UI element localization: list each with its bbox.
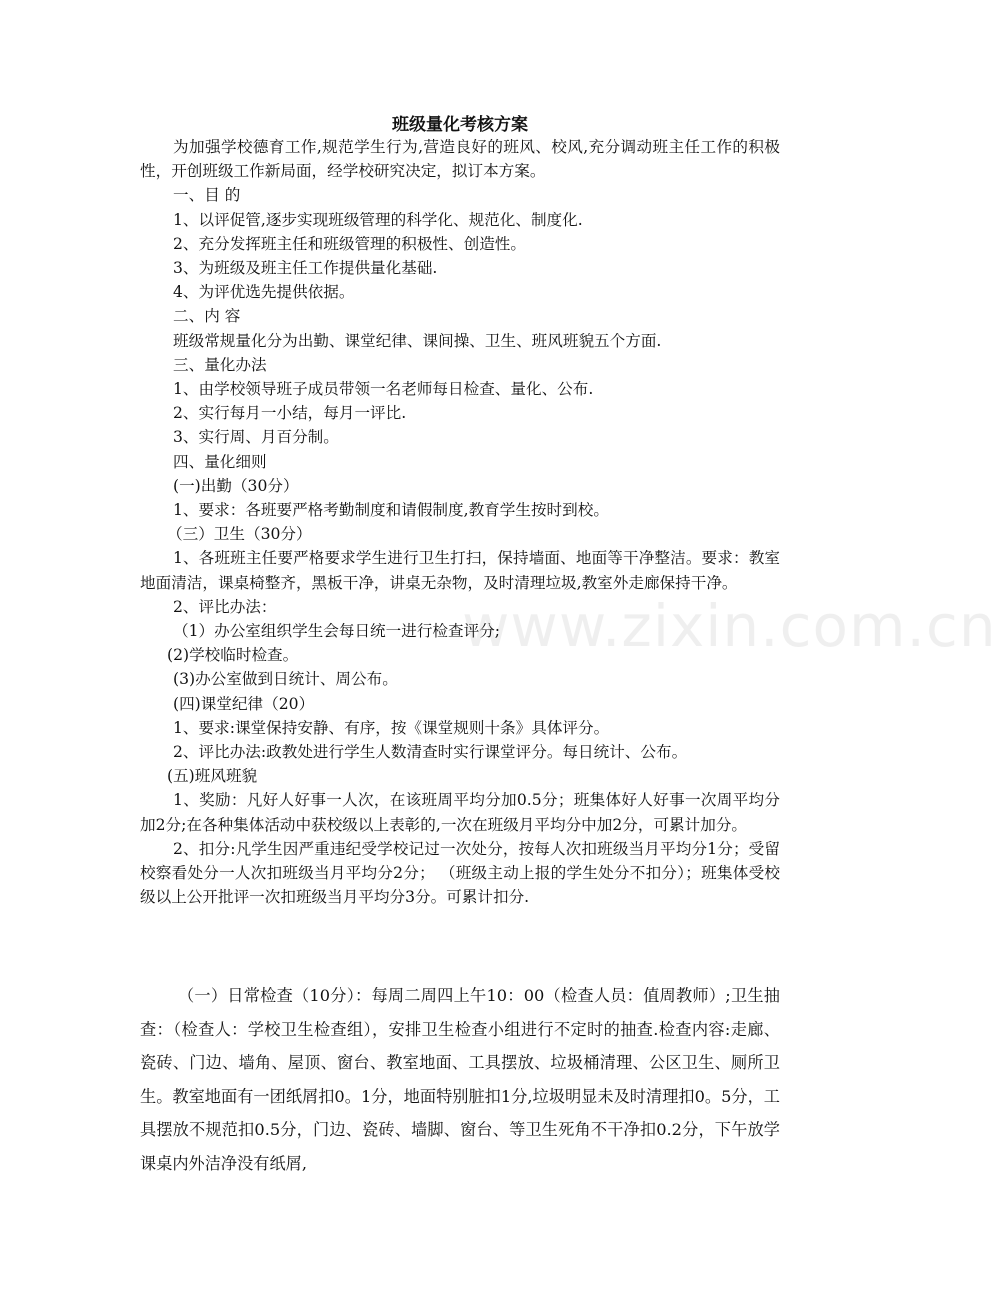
discipline-requirement: 1、要求:课堂保持安静、有序，按《课堂规则十条》具体评分。 [173,718,610,737]
heading-class-style: (五)班风班貌 [167,767,258,786]
class-style-deduction: 2、扣分:凡学生因严重违纪受学校记过一次处分，按每人次扣班级当月平均分1分；受留校察看处分一人次扣班级当月平均分2分； （班级主动上报的学生处分不扣分）；班集体受校级以上公开批评一次扣班级当月平均分3分。可累计扣分. [140,839,780,907]
daily-inspection-paragraph: （一）日常检查（10分）：每周二周四上午10：00（检查人员：值周教师）;卫生抽查：（检查人：学校卫生检查组），安排卫生检查小组进行不定时的抽查.检查内容:走廊、瓷砖、门边、墙角、屋顶、窗台、教室地面、工具摆放、垃圾桶清理、公区卫生、厕所卫生。教室地面有一团纸屑扣0。1分，地面特别脏扣1分,垃圾明显未及时清理扣0。5分，工具摆放不规范扣0.5分，门边、瓷砖、墙脚、窗台、等卫生死角不干净扣0.2分，下午放学课桌内外洁净没有纸屑, [140,986,780,1173]
heading-hygiene: （三）卫生（30分） [167,525,312,544]
purpose-item-3: 3、为班级及班主任工作提供量化基础. [173,259,438,278]
heading-content: 二、内 容 [173,307,241,326]
heading-purpose: 一、目 的 [173,186,241,205]
attendance-requirement: 1、要求：各班要严格考勤制度和请假制度,教育学生按时到校。 [173,501,609,520]
intro-paragraph: 为加强学校德育工作,规范学生行为,营造良好的班风、校风,充分调动班主任工作的积极性，开创班级工作新局面，经学校研究决定，拟订本方案。 [140,138,780,181]
purpose-item-4: 4、为评优选先提供依据。 [173,283,355,302]
content-paragraph: 班级常规量化分为出勤、课堂纪律、课间操、卫生、班风班貌五个方面. [173,331,662,350]
heading-method: 三、量化办法 [173,355,267,374]
hygiene-evaluation-item-3: (3)办公室做到日统计、周公布。 [173,670,398,689]
heading-rules: 四、量化细则 [173,452,267,471]
hygiene-requirement: 1、各班班主任要严格要求学生进行卫生打扫，保持墙面、地面等干净整洁。要求：教室地面清洁，课桌椅整齐，黑板干净，讲桌无杂物，及时清理垃圾,教室外走廊保持干净。 [140,549,780,592]
heading-attendance: (一)出勤（30分） [173,476,299,495]
purpose-item-2: 2、充分发挥班主任和班级管理的积极性、创造性。 [173,234,526,253]
class-style-reward: 1、奖励：凡好人好事一人次，在该班周平均分加0.5分；班集体好人好事一次周平均分加2分;在各种集体活动中获校级以上表彰的,一次在班级月平均分中加2分，可累计加分。 [140,791,780,834]
hygiene-evaluation-item-2: (2)学校临时检查。 [167,646,299,665]
method-item-1: 1、由学校领导班子成员带领一名老师每日检查、量化、公布. [173,380,594,399]
discipline-evaluation: 2、评比办法:政教处进行学生人数清查时实行课堂评分。每日统计、公布。 [173,743,688,762]
hygiene-evaluation-item-1: （1）办公室组织学生会每日统一进行检查评分; [173,622,501,641]
watermark-text: www.zixin.com.cn [462,592,997,660]
heading-classroom-discipline: (四)课堂纪律（20） [173,694,315,713]
purpose-item-1: 1、以评促管,逐步实现班级管理的科学化、规范化、制度化. [173,210,583,229]
hygiene-evaluation-heading: 2、评比办法： [173,597,277,616]
method-item-3: 3、实行周、月百分制。 [173,428,339,447]
document-title: 班级量化考核方案 [392,115,528,135]
method-item-2: 2、实行每月一小结，每月一评比. [173,404,407,423]
document-body-continued [140,979,780,1180]
document-body [140,135,780,910]
